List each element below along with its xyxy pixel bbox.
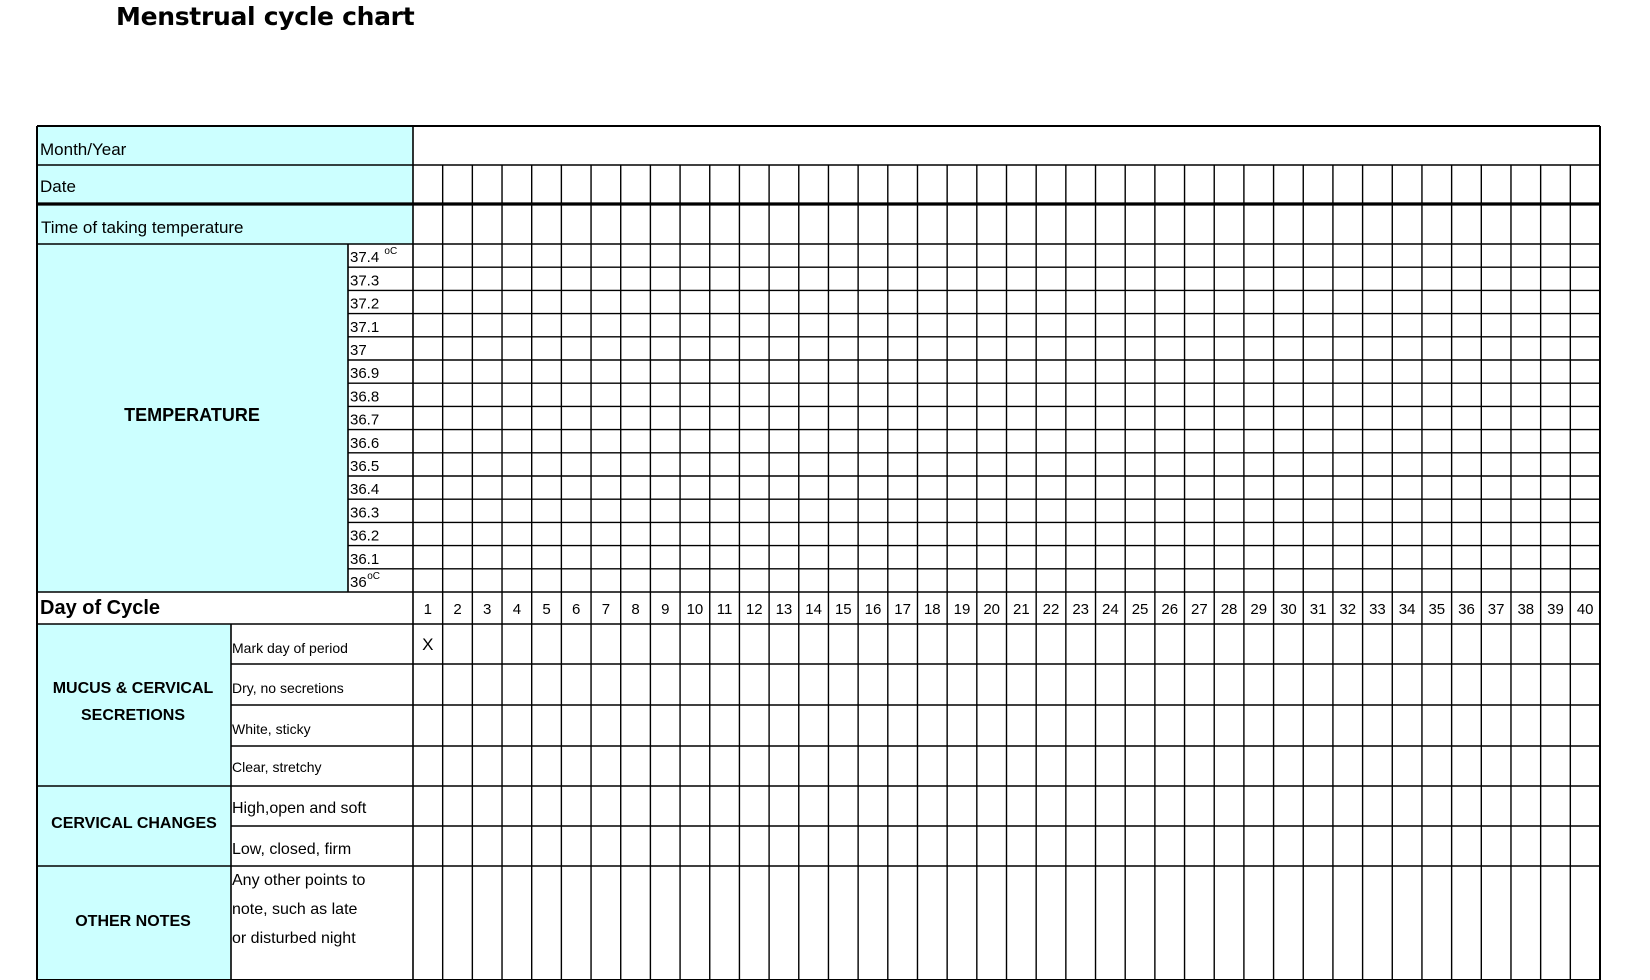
time-label: Time of taking temperature [41, 218, 244, 237]
mucus-option: Dry, no secretions [232, 680, 344, 696]
cervical-option: High,open and soft [232, 800, 367, 817]
day-number: 27 [1191, 601, 1208, 618]
day-number: 10 [686, 601, 704, 618]
day-number: 33 [1369, 601, 1386, 618]
day-number: 1 [423, 601, 433, 618]
temperature-unit-label: oC [384, 246, 398, 258]
temperature-scale-label: 36.1 [350, 550, 380, 568]
period-mark: X [422, 635, 434, 654]
mucus-option: White, sticky [232, 721, 311, 737]
temperature-scale-label: 36.3 [350, 504, 380, 522]
mucus-option: Mark day of period [232, 640, 348, 656]
day-number: 35 [1428, 601, 1446, 618]
day-of-cycle-label: Day of Cycle [40, 597, 161, 619]
day-number: 2 [453, 601, 462, 618]
page-title: Menstrual cycle chart [116, 2, 415, 31]
temperature-scale-label: 37 [350, 342, 367, 359]
date-label: Date [40, 177, 76, 196]
entered-marks [422, 635, 433, 654]
other-notes-line: Any other points to [232, 872, 366, 889]
temperature-scale-label: 36.7 [350, 411, 380, 429]
day-number: 23 [1072, 601, 1090, 618]
day-number: 3 [483, 601, 492, 618]
day-number: 11 [716, 601, 733, 618]
day-number: 32 [1339, 601, 1357, 618]
day-number: 28 [1220, 601, 1238, 618]
day-number: 38 [1517, 601, 1535, 618]
day-number: 14 [805, 601, 822, 618]
cervical-changes-label: CERVICAL CHANGES [51, 815, 217, 832]
temperature-scale-label: 36.2 [350, 527, 380, 545]
day-number: 36 [1458, 601, 1475, 618]
day-number: 40 [1576, 601, 1594, 618]
day-number: 5 [542, 601, 551, 618]
temperature-scale-label: 36.4 [350, 481, 380, 499]
day-number: 39 [1547, 601, 1564, 618]
day-number: 24 [1102, 601, 1119, 618]
mucus-label-line1: MUCUS & CERVICAL [52, 680, 214, 697]
day-number: 16 [864, 601, 882, 618]
mucus-label-line2: SECRETIONS [80, 707, 186, 724]
day-number: 15 [834, 601, 852, 618]
day-number: 29 [1250, 601, 1268, 618]
temperature-scale-label: 36.8 [350, 388, 380, 406]
day-number: 26 [1161, 601, 1179, 618]
temperature-scale-label: 37.1 [350, 318, 380, 336]
temperature-scale-label: 37.4 [350, 249, 380, 267]
other-notes-line: note, such as late [232, 901, 358, 918]
day-number: 30 [1280, 601, 1297, 618]
temperature-unit-label: oC [367, 571, 380, 582]
month-year-label: Month/Year [40, 140, 127, 159]
day-number: 37 [1487, 601, 1505, 618]
temperature-scale-label: 36.6 [350, 434, 380, 452]
day-number: 7 [601, 601, 611, 618]
day-numbers [424, 601, 1594, 618]
temperature-scale-label: 36 [350, 574, 367, 591]
temperature-label: TEMPERATURE [124, 405, 260, 425]
day-number: 13 [775, 601, 793, 618]
temperature-scale-label: 37.3 [350, 272, 380, 290]
day-number: 20 [983, 601, 1001, 618]
temperature-scale-label: 37.2 [350, 295, 380, 313]
day-number: 6 [572, 601, 581, 618]
day-number: 12 [745, 601, 763, 618]
day-number: 19 [953, 601, 971, 618]
day-number: 4 [512, 601, 522, 618]
day-number: 17 [894, 601, 911, 618]
temperature-scale [350, 246, 397, 591]
day-number: 34 [1398, 601, 1416, 618]
day-number: 25 [1131, 601, 1149, 618]
other-notes-line: or disturbed night [232, 930, 356, 947]
other-notes-label: OTHER NOTES [75, 913, 191, 930]
day-number: 22 [1042, 601, 1060, 618]
day-number: 9 [661, 601, 670, 618]
temperature-scale-label: 36.5 [350, 458, 380, 475]
mucus-option: Clear, stretchy [232, 759, 322, 775]
temperature-scale-label: 36.9 [350, 365, 380, 383]
day-number: 31 [1309, 601, 1327, 618]
day-number: 21 [1012, 601, 1030, 618]
cervical-option: Low, closed, firm [232, 841, 352, 858]
day-number: 18 [923, 601, 941, 618]
day-number: 8 [631, 601, 640, 618]
